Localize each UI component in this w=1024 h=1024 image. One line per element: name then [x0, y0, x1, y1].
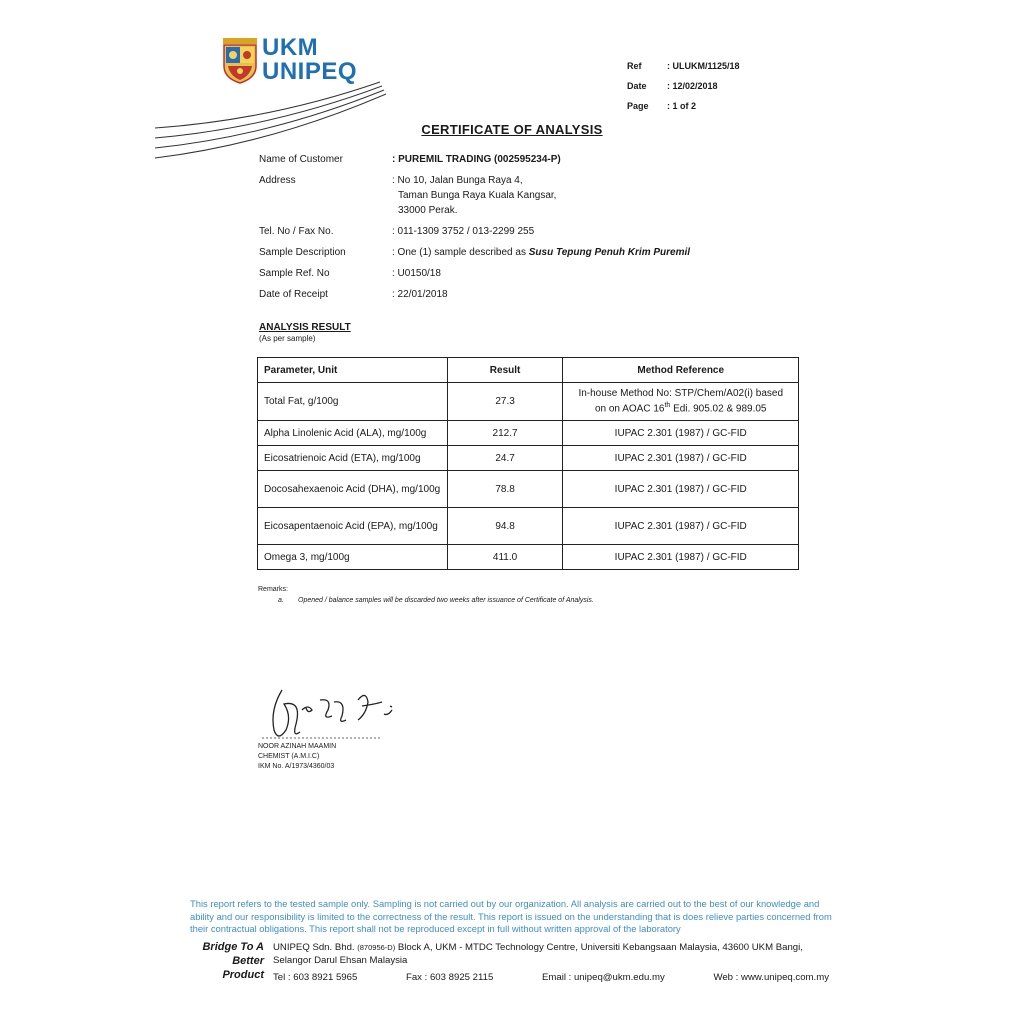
row-result: 212.7 — [447, 421, 563, 446]
row-parameter: Eicosapentaenoic Acid (EPA), mg/100g — [258, 508, 448, 545]
table-header-row — [258, 358, 799, 383]
footer-email[interactable]: Email : unipeq@ukm.edu.my — [541, 972, 665, 983]
method-line-2b: Edi. 905.02 & 989.05 — [670, 403, 767, 415]
meta-ref-value: : ULUKM/1125/18 — [667, 61, 740, 71]
info-tel — [259, 224, 792, 239]
info-sample-ref — [259, 266, 792, 281]
info-date-of-receipt-label: Date of Receipt — [259, 289, 328, 300]
info-sample-description — [259, 245, 792, 260]
footer-disclaimer: This report refers to the tested sample only. Sampling is not carried out by our organization. All analysis are carried out to the best of our knowledge and ability and our responsibility is limited to the correctness of the result. This report is issued on the understanding that is does relieve parties concerned from their contractual obligations. This report shall not be reproduced except in full without written approval of the laboratory — [190, 898, 832, 934]
analysis-result-title: ANALYSIS RESULT — [259, 322, 351, 333]
row-method: IUPAC 2.301 (1987) / GC-FID — [563, 508, 799, 545]
header-parameter: Parameter, Unit — [258, 358, 448, 383]
remark-text: Opened / balance samples will be discarded two weeks after issuance of Certificate of Analysis. — [298, 597, 594, 604]
footer-contact — [273, 972, 829, 983]
info-address-value — [392, 173, 792, 218]
document-meta — [627, 56, 740, 116]
address-line-3: 33000 Perak. — [398, 205, 458, 216]
row-parameter: Omega 3, mg/100g — [258, 545, 448, 570]
address-line-2: Taman Bunga Raya Kuala Kangsar, — [398, 190, 557, 201]
info-sample-description-value — [392, 245, 792, 260]
company-registration: (870956-D) — [357, 943, 396, 952]
certificate-title: CERTIFICATE OF ANALYSIS — [421, 122, 603, 137]
footer-web[interactable]: Web : www.unipeq.com.my — [713, 972, 829, 983]
info-sample-description-label: Sample Description — [259, 247, 346, 258]
meta-ref-label: Ref — [627, 61, 642, 71]
company-address-2: Selangor Darul Ehsan Malaysia — [273, 955, 408, 966]
meta-date — [627, 76, 740, 96]
row-method: IUPAC 2.301 (1987) / GC-FID — [563, 545, 799, 570]
signer-registration: IKM No. A/1973/4360/03 — [258, 763, 335, 770]
info-tel-value: : 011-1309 3752 / 013-2299 255 — [392, 226, 535, 237]
footer-tel: Tel : 603 8921 5965 — [273, 972, 358, 983]
address-line-1: : No 10, Jalan Bunga Raya 4, — [392, 175, 523, 186]
row-parameter: Docosahexaenoic Acid (DHA), mg/100g — [258, 471, 448, 508]
meta-page — [627, 96, 740, 116]
method-line-2a: on on AOAC 16 — [594, 403, 665, 415]
meta-page-label: Page — [627, 101, 649, 111]
sample-description-prefix: : One (1) sample described as — [392, 247, 529, 258]
meta-page-value: : 1 of 2 — [667, 101, 697, 111]
table-row — [258, 421, 799, 446]
meta-date-label: Date — [627, 81, 647, 91]
info-sample-ref-label: Sample Ref. No — [259, 268, 330, 279]
signer-details — [258, 742, 336, 772]
remark-item — [278, 597, 594, 604]
header-result: Result — [447, 358, 563, 383]
meta-date-value: : 12/02/2018 — [667, 81, 718, 91]
tagline-line-1: Bridge To A — [202, 941, 264, 953]
company-name: UNIPEQ Sdn. Bhd. — [273, 942, 355, 953]
remarks-title: Remarks: — [258, 586, 288, 593]
info-customer-label: Name of Customer — [259, 154, 343, 165]
meta-ref — [627, 56, 740, 76]
method-line-1: In-house Method No: STP/Chem/A02(i) based — [578, 387, 783, 399]
analysis-results-table — [257, 357, 799, 570]
table-row — [258, 471, 799, 508]
footer-fax: Fax : 603 8925 2115 — [405, 972, 494, 983]
address-line-1 — [273, 941, 833, 954]
info-sample-ref-value: : U0150/18 — [392, 268, 441, 279]
remark-label: a. — [278, 597, 284, 604]
row-method: IUPAC 2.301 (1987) / GC-FID — [563, 446, 799, 471]
method-superscript: th — [664, 401, 671, 409]
row-result: 78.8 — [447, 471, 563, 508]
method-line-2 — [569, 400, 792, 415]
row-result: 27.3 — [447, 383, 563, 421]
sample-product-name: Susu Tepung Penuh Krim Puremil — [528, 247, 691, 258]
row-parameter: Eicosatrienoic Acid (ETA), mg/100g — [258, 446, 448, 471]
info-date-of-receipt-value: : 22/01/2018 — [392, 289, 448, 300]
info-address — [259, 173, 792, 218]
info-address-label: Address — [259, 175, 296, 186]
row-method — [563, 383, 799, 421]
signer-name: NOOR AZINAH MAAMIN — [258, 743, 337, 750]
signer-title: CHEMIST (A.M.I.C) — [258, 753, 320, 760]
row-parameter: Total Fat, g/100g — [258, 383, 448, 421]
info-date-of-receipt — [259, 287, 792, 302]
customer-info — [259, 152, 792, 308]
row-result: 24.7 — [447, 446, 563, 471]
logo-line-ukm: UKM — [262, 34, 319, 61]
footer-address — [273, 941, 833, 967]
company-address-1: Block A, UKM - MTDC Technology Centre, Universiti Kebangsaan Malaysia, 43600 UKM Bangi, — [395, 942, 803, 953]
row-method: IUPAC 2.301 (1987) / GC-FID — [563, 421, 799, 446]
chemist-signature — [262, 680, 412, 750]
tagline-line-2: Better Product — [222, 955, 264, 981]
row-result: 94.8 — [447, 508, 563, 545]
row-method: IUPAC 2.301 (1987) / GC-FID — [563, 471, 799, 508]
info-customer — [259, 152, 792, 167]
table-row — [258, 508, 799, 545]
analysis-result-subtitle: (As per sample) — [259, 334, 316, 343]
info-tel-label: Tel. No / Fax No. — [259, 226, 334, 237]
footer-tagline — [188, 940, 264, 982]
row-parameter: Alpha Linolenic Acid (ALA), mg/100g — [258, 421, 448, 446]
info-customer-value: : PUREMIL TRADING (002595234-P) — [392, 154, 561, 165]
table-row — [258, 545, 799, 570]
logo-line-unipeq: UNIPEQ — [262, 58, 358, 85]
table-row — [258, 383, 799, 421]
row-result: 411.0 — [447, 545, 563, 570]
table-row — [258, 446, 799, 471]
header-method: Method Reference — [563, 358, 799, 383]
